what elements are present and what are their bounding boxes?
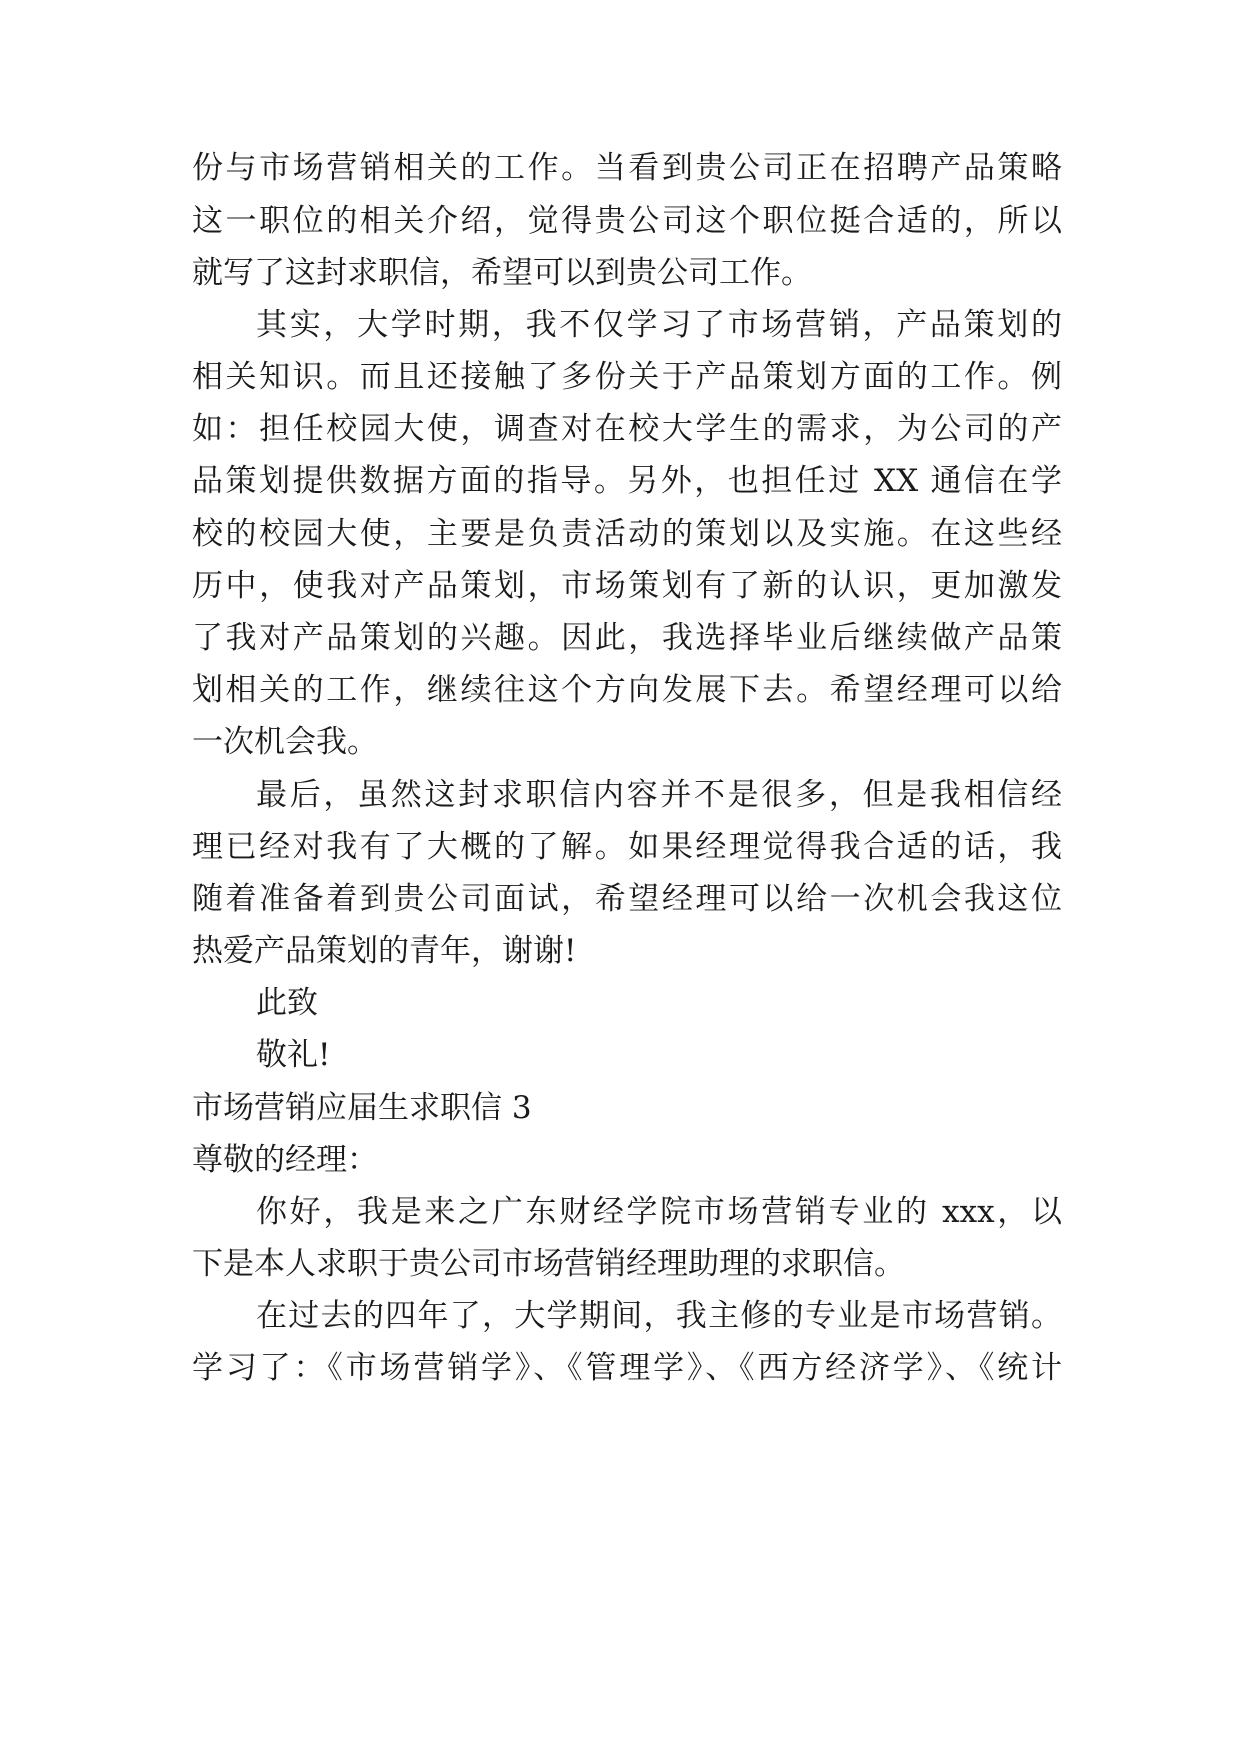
body-line: 这一职位的相关介绍，觉得贵公司这个职位挺合适的，所以	[192, 203, 1062, 239]
body-line: 其实，大学时期，我不仅学习了市场营销，产品策划的	[256, 307, 1062, 343]
body-line: 就写了这封求职信，希望可以到贵公司工作。	[192, 255, 812, 291]
body-line: 品策划提供数据方面的指导。另外，也担任过 XX 通信在学	[192, 463, 1062, 499]
body-line: 理已经对我有了大概的了解。如果经理觉得我合适的话，我	[192, 829, 1062, 865]
body-line: 了我对产品策划的兴趣。因此，我选择毕业后继续做产品策	[192, 620, 1062, 656]
body-line: 随着准备着到贵公司面试，希望经理可以给一次机会我这位	[192, 881, 1062, 917]
body-line: 学习了：《市场营销学》、《管理学》、《西方经济学》、《统计	[192, 1350, 1062, 1386]
body-line: 下是本人求职于贵公司市场营销经理助理的求职信。	[192, 1246, 905, 1282]
body-line: 热爱产品策划的青年，谢谢!	[192, 933, 577, 969]
body-line: 一次机会我。	[192, 724, 378, 760]
body-line: 份与市场营销相关的工作。当看到贵公司正在招聘产品策略	[192, 150, 1062, 186]
section-title: 市场营销应届生求职信 3	[192, 1090, 532, 1126]
body-line: 校的校园大使，主要是负责活动的策划以及实施。在这些经	[192, 516, 1062, 552]
closing-line: 此致	[256, 985, 318, 1021]
body-line: 划相关的工作，继续往这个方向发展下去。希望经理可以给	[192, 672, 1062, 708]
salutation: 尊敬的经理：	[192, 1142, 378, 1178]
body-line: 如：担任校园大使，调查对在校大学生的需求，为公司的产	[192, 411, 1062, 447]
closing-line: 敬礼!	[256, 1037, 331, 1073]
body-line: 历中，使我对产品策划，市场策划有了新的认识，更加激发	[192, 568, 1062, 604]
body-line: 在过去的四年了，大学期间，我主修的专业是市场营销。	[256, 1298, 1062, 1334]
body-line: 你好，我是来之广东财经学院市场营销专业的 xxx，以	[256, 1194, 1062, 1230]
body-line: 相关知识。而且还接触了多份关于产品策划方面的工作。例	[192, 359, 1062, 395]
body-line: 最后，虽然这封求职信内容并不是很多，但是我相信经	[256, 777, 1062, 813]
